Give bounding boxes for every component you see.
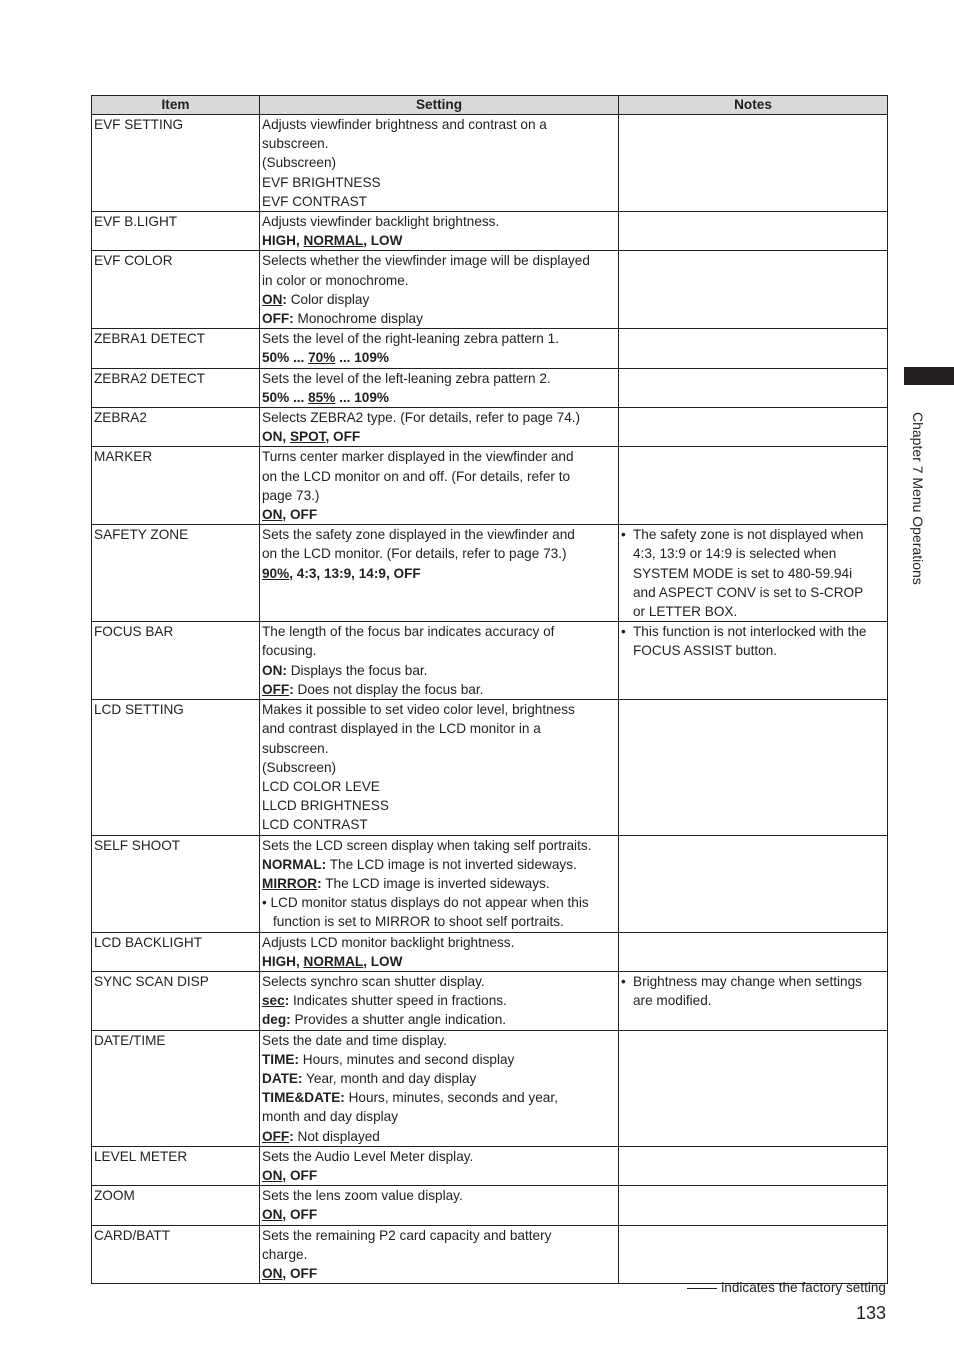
text-run: function is set to MIRROR to shoot self portraits. xyxy=(273,914,564,930)
setting-line xyxy=(262,544,616,563)
text-run: Color display xyxy=(286,291,370,307)
setting-cell xyxy=(260,700,619,835)
text-run: and contrast displayed in the LCD monitor in a xyxy=(262,721,541,737)
text-run: : xyxy=(289,1128,294,1144)
setting-line xyxy=(262,972,616,991)
text-run: TIME&DATE: xyxy=(262,1090,345,1106)
setting-cell xyxy=(260,1225,619,1284)
item-cell xyxy=(92,835,260,932)
item-cell xyxy=(92,1186,260,1225)
text-run: on the LCD monitor on and off. (For details, refer to xyxy=(262,468,571,484)
note-line: Brightness may change when settings xyxy=(633,973,862,989)
text-run: ON xyxy=(262,291,283,307)
text-run: : xyxy=(317,875,322,891)
table-row xyxy=(92,1030,888,1146)
setting-line xyxy=(262,933,616,952)
setting-cell xyxy=(260,329,619,368)
setting-line xyxy=(262,912,616,931)
setting-line xyxy=(262,467,616,486)
setting-line xyxy=(262,173,616,192)
setting-line xyxy=(262,212,616,231)
bullet-icon: • xyxy=(621,527,626,543)
text-run: • LCD monitor status displays do not appear when this xyxy=(262,895,589,911)
item-name: CARD/BATT xyxy=(94,1227,171,1243)
item-cell xyxy=(92,447,260,525)
item-cell xyxy=(92,971,260,1030)
notes-cell xyxy=(619,212,888,251)
text-run: ON xyxy=(262,507,283,523)
text-run: OFF: xyxy=(262,311,294,327)
text-run: Sets the lens zoom value display. xyxy=(262,1188,463,1204)
setting-line xyxy=(262,991,616,1010)
notes-cell xyxy=(619,447,888,525)
setting-cell xyxy=(260,251,619,329)
text-run: month and day display xyxy=(262,1109,399,1125)
setting-line xyxy=(262,739,616,758)
item-name: ZEBRA2 DETECT xyxy=(94,370,206,386)
setting-cell xyxy=(260,368,619,407)
setting-cell xyxy=(260,115,619,212)
text-run: NORMAL: xyxy=(262,856,327,872)
setting-cell xyxy=(260,1186,619,1225)
text-run: Hours, minutes and second display xyxy=(299,1051,515,1067)
setting-line xyxy=(262,251,616,270)
item-name: FOCUS BAR xyxy=(94,624,174,640)
setting-cell xyxy=(260,622,619,700)
table-row xyxy=(92,408,888,447)
text-run: : xyxy=(284,993,290,1009)
text-run: , 4:3, 13:9, 14:9, OFF xyxy=(289,565,421,581)
item-cell xyxy=(92,700,260,835)
item-cell xyxy=(92,115,260,212)
text-run: subscreen. xyxy=(262,136,329,152)
text-run: 50% ... xyxy=(262,389,309,405)
text-run: Year, month and day display xyxy=(302,1070,477,1086)
text-run: Sets the date and time display. xyxy=(262,1032,447,1048)
setting-cell xyxy=(260,1030,619,1146)
item-name: EVF COLOR xyxy=(94,253,173,269)
text-run: Selects synchro scan shutter display. xyxy=(262,973,485,989)
header-item: Item xyxy=(92,96,260,115)
text-run: : xyxy=(289,681,294,697)
text-run: , LOW xyxy=(363,233,403,249)
text-run: page 73.) xyxy=(262,487,320,503)
text-run: Sets the Audio Level Meter display. xyxy=(262,1148,474,1164)
text-run: HIGH, xyxy=(262,953,304,969)
table-row xyxy=(92,971,888,1030)
text-run: ON xyxy=(262,1265,283,1281)
setting-line xyxy=(262,447,616,466)
text-run: Turns center marker displayed in the viewfinder and xyxy=(262,449,574,465)
setting-line xyxy=(262,836,616,855)
text-run: Displays the focus bar. xyxy=(286,662,428,678)
item-name: LEVEL METER xyxy=(94,1148,188,1164)
setting-line xyxy=(262,153,616,172)
setting-line xyxy=(262,231,616,250)
notes-cell xyxy=(619,115,888,212)
setting-line xyxy=(262,855,616,874)
item-name: LCD BACKLIGHT xyxy=(94,934,203,950)
text-run: , LOW xyxy=(363,953,403,969)
notes-cell xyxy=(619,622,888,700)
text-run: LCD COLOR LEVE xyxy=(262,778,380,794)
setting-line xyxy=(262,505,616,524)
note-line: and ASPECT CONV is set to S-CROP xyxy=(633,584,864,600)
notes-cell xyxy=(619,700,888,835)
item-name: SAFETY ZONE xyxy=(94,527,189,543)
text-run: Sets the remaining P2 card capacity and battery xyxy=(262,1227,552,1243)
setting-line xyxy=(262,1050,616,1069)
setting-line xyxy=(262,369,616,388)
setting-cell xyxy=(260,1146,619,1185)
setting-line xyxy=(262,192,616,211)
text-run: Selects ZEBRA2 type. (For details, refer to page 74.) xyxy=(262,410,581,426)
setting-line xyxy=(262,1069,616,1088)
note-line: The safety zone is not displayed when xyxy=(633,527,864,543)
text-run: subscreen. xyxy=(262,740,329,756)
text-run: Not displayed xyxy=(293,1128,380,1144)
note-line: This function is not interlocked with the xyxy=(633,624,867,640)
setting-line xyxy=(262,134,616,153)
setting-line xyxy=(262,719,616,738)
setting-line xyxy=(262,1226,616,1245)
notes-cell xyxy=(619,1186,888,1225)
setting-line xyxy=(262,1147,616,1166)
setting-line xyxy=(262,815,616,834)
table-row xyxy=(92,932,888,971)
notes-cell xyxy=(619,368,888,407)
setting-line xyxy=(262,1245,616,1264)
setting-line xyxy=(262,700,616,719)
setting-line xyxy=(262,1127,616,1146)
text-run: EVF BRIGHTNESS xyxy=(262,174,381,190)
table-row xyxy=(92,622,888,700)
text-run: , OFF xyxy=(282,1207,318,1223)
setting-line xyxy=(262,1205,616,1224)
setting-line xyxy=(262,680,616,699)
notes-cell xyxy=(619,408,888,447)
item-cell xyxy=(92,622,260,700)
text-run: TIME: xyxy=(262,1051,299,1067)
item-cell xyxy=(92,368,260,407)
table-row xyxy=(92,835,888,932)
table-row xyxy=(92,212,888,251)
notes-cell xyxy=(619,1225,888,1284)
text-run: deg: xyxy=(262,1012,291,1028)
text-run: The LCD image is inverted sideways. xyxy=(321,875,550,891)
table-row xyxy=(92,251,888,329)
note-line: 4:3, 13:9 or 14:9 is selected when xyxy=(633,546,837,562)
text-run: HIGH, xyxy=(262,233,304,249)
setting-line xyxy=(262,1107,616,1126)
setting-line xyxy=(262,777,616,796)
item-cell xyxy=(92,1225,260,1284)
table-row xyxy=(92,1225,888,1284)
text-run: , OFF xyxy=(282,1265,318,1281)
text-run: NORMAL xyxy=(303,953,364,969)
text-run: , OFF xyxy=(282,1167,318,1183)
notes-cell xyxy=(619,835,888,932)
setting-line xyxy=(262,1166,616,1185)
item-name: EVF SETTING xyxy=(94,117,184,132)
notes-cell xyxy=(619,971,888,1030)
text-run: , OFF xyxy=(282,507,318,523)
note-bullet-item xyxy=(621,525,885,621)
notes-cell xyxy=(619,932,888,971)
table-row xyxy=(92,447,888,525)
text-run: Makes it possible to set video color level, brightness xyxy=(262,702,575,718)
text-run: OFF xyxy=(262,1128,290,1144)
setting-line xyxy=(262,329,616,348)
setting-cell xyxy=(260,971,619,1030)
table-body xyxy=(92,115,888,1284)
table-row xyxy=(92,1146,888,1185)
item-name: ZEBRA1 DETECT xyxy=(94,331,206,347)
text-run: Indicates shutter speed in fractions. xyxy=(289,993,507,1009)
setting-line xyxy=(262,115,616,134)
text-run: focusing. xyxy=(262,643,317,659)
header-setting: Setting xyxy=(260,96,619,115)
text-run: Sets the level of the right-leaning zebra pattern 1. xyxy=(262,331,559,347)
table-row xyxy=(92,525,888,622)
setting-line xyxy=(262,427,616,446)
text-run: : xyxy=(282,291,287,307)
text-run: Hours, minutes, seconds and year, xyxy=(344,1090,558,1106)
note-bullet-item xyxy=(621,972,885,1010)
table-row xyxy=(92,115,888,212)
setting-line xyxy=(262,564,616,583)
item-name: DATE/TIME xyxy=(94,1032,166,1048)
setting-cell xyxy=(260,408,619,447)
setting-line xyxy=(262,1264,616,1283)
text-run: ON xyxy=(262,1207,283,1223)
chapter-tab-marker xyxy=(904,367,954,385)
item-cell xyxy=(92,212,260,251)
header-notes: Notes xyxy=(619,96,888,115)
setting-line xyxy=(262,388,616,407)
factory-setting-note xyxy=(687,1280,886,1295)
underline-sample xyxy=(687,1288,717,1289)
notes-cell xyxy=(619,251,888,329)
item-cell xyxy=(92,1030,260,1146)
notes-cell xyxy=(619,1030,888,1146)
setting-line xyxy=(262,622,616,641)
setting-line xyxy=(262,1186,616,1205)
text-run: ... 109% xyxy=(335,350,389,366)
setting-line xyxy=(262,661,616,680)
text-run: ON, xyxy=(262,429,290,445)
text-run: 90% xyxy=(262,565,290,581)
text-run: Selects whether the viewfinder image will be displayed xyxy=(262,253,590,269)
note-line: SYSTEM MODE is set to 480-59.94i xyxy=(633,565,853,581)
bullet-icon: • xyxy=(621,624,626,640)
notes-cell xyxy=(619,1146,888,1185)
text-run: ON: xyxy=(262,662,287,678)
notes-cell xyxy=(619,525,888,622)
table-row xyxy=(92,700,888,835)
setting-cell xyxy=(260,932,619,971)
item-name: SELF SHOOT xyxy=(94,837,181,853)
setting-line xyxy=(262,271,616,290)
item-cell xyxy=(92,1146,260,1185)
item-name: LCD SETTING xyxy=(94,702,184,718)
table-row xyxy=(92,368,888,407)
bullet-icon: • xyxy=(621,973,626,989)
setting-line xyxy=(262,486,616,505)
table-header-row xyxy=(92,96,888,115)
setting-line xyxy=(262,309,616,328)
note-line: or LETTER BOX. xyxy=(633,604,738,620)
text-run: Sets the LCD screen display when taking self portraits. xyxy=(262,837,592,853)
item-cell xyxy=(92,408,260,447)
text-run: charge. xyxy=(262,1246,308,1262)
text-run: 70% xyxy=(308,350,336,366)
table-row xyxy=(92,329,888,368)
item-name: EVF B.LIGHT xyxy=(94,214,178,230)
factory-setting-text: indicates the factory setting xyxy=(721,1280,886,1295)
setting-cell xyxy=(260,212,619,251)
chapter-label xyxy=(908,412,926,632)
setting-cell xyxy=(260,835,619,932)
text-run: Sets the safety zone displayed in the viewfinder and xyxy=(262,527,575,543)
setting-line xyxy=(262,796,616,815)
setting-line xyxy=(262,290,616,309)
text-run: Adjusts LCD monitor backlight brightness. xyxy=(262,934,515,950)
text-run: Sets the level of the left-leaning zebra pattern 2. xyxy=(262,370,551,386)
text-run: on the LCD monitor. (For details, refer to page 73.) xyxy=(262,546,567,562)
text-run: ON xyxy=(262,1167,283,1183)
text-run: The LCD image is not inverted sideways. xyxy=(326,856,577,872)
setting-line xyxy=(262,525,616,544)
text-run: EVF CONTRAST xyxy=(262,193,367,209)
text-run: (Subscreen) xyxy=(262,759,337,775)
text-run: The length of the focus bar indicates accuracy of xyxy=(262,624,555,640)
setting-line xyxy=(262,1031,616,1050)
text-run: Adjusts viewfinder brightness and contrast on a xyxy=(262,117,547,132)
item-cell xyxy=(92,932,260,971)
text-run: 85% xyxy=(308,389,336,405)
note-line: FOCUS ASSIST button. xyxy=(633,643,778,659)
text-run: OFF xyxy=(262,681,290,697)
setting-line xyxy=(262,408,616,427)
item-name: ZEBRA2 xyxy=(94,410,147,426)
table-row xyxy=(92,1186,888,1225)
text-run: (Subscreen) xyxy=(262,155,337,171)
text-run: in color or monochrome. xyxy=(262,272,409,288)
setting-line xyxy=(262,1010,616,1029)
chapter-label-text: Chapter 7 Menu Operations xyxy=(910,412,926,585)
setting-cell xyxy=(260,525,619,622)
setting-line xyxy=(262,348,616,367)
text-run: MIRROR xyxy=(262,875,318,891)
setting-line xyxy=(262,893,616,912)
text-run: Provides a shutter angle indication. xyxy=(290,1012,507,1028)
item-name: ZOOM xyxy=(94,1188,135,1204)
text-run: sec xyxy=(262,993,285,1009)
text-run: Does not display the focus bar. xyxy=(293,681,484,697)
text-run: LLCD BRIGHTNESS xyxy=(262,798,389,814)
text-run: NORMAL xyxy=(303,233,364,249)
text-run: 50% ... xyxy=(262,350,309,366)
note-line: are modified. xyxy=(633,993,712,1009)
text-run: DATE: xyxy=(262,1070,303,1086)
setting-line xyxy=(262,874,616,893)
notes-cell xyxy=(619,329,888,368)
item-cell xyxy=(92,329,260,368)
text-run: Adjusts viewfinder backlight brightness. xyxy=(262,214,500,230)
item-cell xyxy=(92,525,260,622)
menu-settings-table xyxy=(91,95,888,1284)
text-run: , OFF xyxy=(325,429,361,445)
item-cell xyxy=(92,251,260,329)
item-name: SYNC SCAN DISP xyxy=(94,973,209,989)
setting-line xyxy=(262,641,616,660)
note-bullet-item xyxy=(621,622,885,660)
setting-line xyxy=(262,1088,616,1107)
page-number: 133 xyxy=(855,1303,886,1323)
setting-line xyxy=(262,758,616,777)
text-run: LCD CONTRAST xyxy=(262,817,368,833)
setting-cell xyxy=(260,447,619,525)
text-run: ... 109% xyxy=(335,389,389,405)
item-name: MARKER xyxy=(94,449,153,465)
setting-line xyxy=(262,952,616,971)
text-run: SPOT xyxy=(289,429,326,445)
text-run: Monochrome display xyxy=(293,311,423,327)
